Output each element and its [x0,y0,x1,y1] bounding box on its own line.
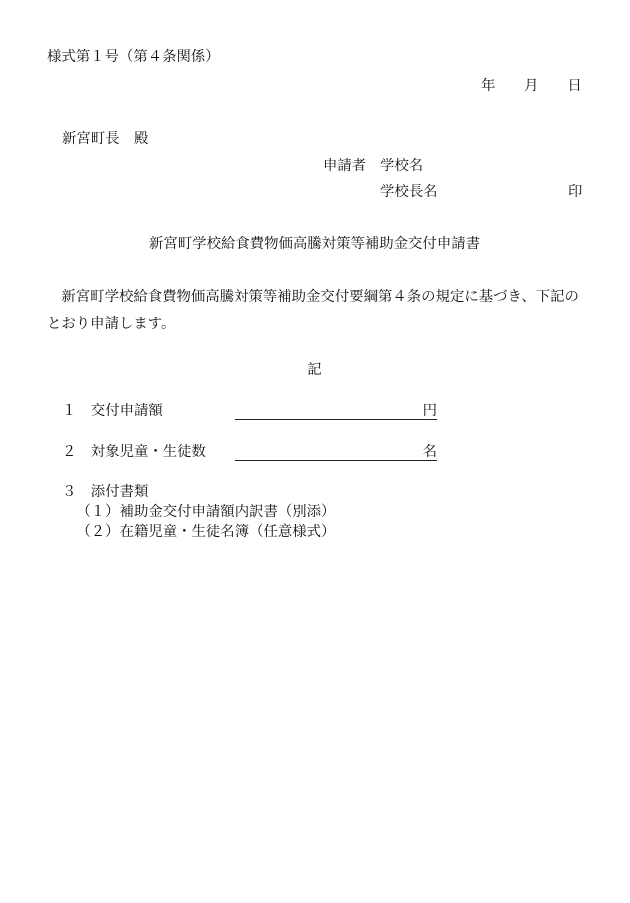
attachment-item: （２）在籍児童・生徒名簿（任意様式） [76,524,336,540]
unit-label: 円 [422,403,437,419]
item-number: １ [62,403,77,419]
body-paragraph: 新宮町学校給食費物価高騰対策等補助金交付要綱第４条の規定に基づき、下記のとおり申請します。 [47,289,579,332]
seal-mark: 印 [568,184,583,200]
amount-blank-field [235,402,437,420]
date-line: 年 月 日 [481,78,582,94]
principal-name-label: 学校長名 [380,184,438,200]
item-label: 交付申請額 [90,403,163,419]
form-number: 様式第１号（第４条関係） [47,49,220,65]
unit-label: 名 [422,444,437,460]
item-label: 添付書類 [90,484,149,500]
item-number: ２ [62,444,77,460]
school-name-label: 学校名 [380,158,424,174]
ki-heading: 記 [307,362,322,378]
item-number: ３ [62,484,77,500]
document-title: 新宮町学校給食費物価高騰対策等補助金交付申請書 [149,236,480,252]
item-label: 対象児童・生徒数 [90,444,206,460]
attachment-item: （１）補助金交付申請額内訳書（別添） [76,504,336,520]
applicant-label: 申請者 [323,158,367,174]
count-blank-field [235,443,437,461]
addressee: 新宮町長 殿 [62,131,149,147]
